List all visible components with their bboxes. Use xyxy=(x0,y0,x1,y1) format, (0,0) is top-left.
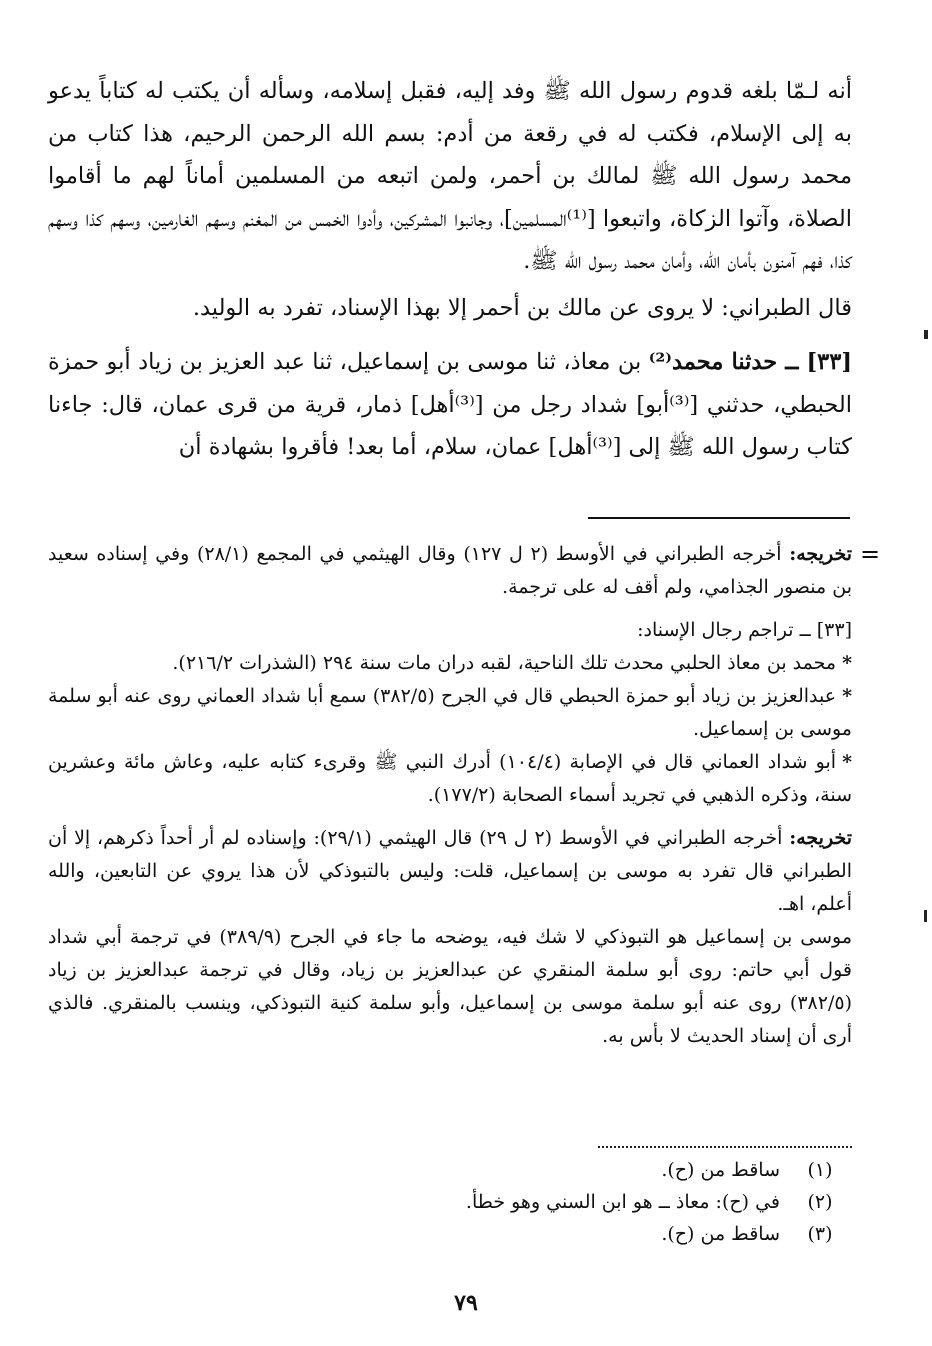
footnote-number: (٣) xyxy=(807,1223,833,1245)
continuation-mark: = xyxy=(860,540,881,568)
narrator-entry xyxy=(48,680,852,746)
narrator-text: محمد بن معاذ الحلبي محدث تلك الناحية، لقبه دران مات سنة ٢٩٤ (الشذرات ٢١٦/٢). xyxy=(172,652,837,674)
footnote-item xyxy=(380,1154,860,1186)
footnote-number: (٢) xyxy=(807,1191,833,1213)
takhrij-label: تخريجه: xyxy=(789,543,852,565)
footnotes-separator xyxy=(598,1146,852,1148)
narrator-entry xyxy=(48,746,852,812)
star-icon: * xyxy=(842,685,853,707)
takhrij-note-1 xyxy=(48,538,852,604)
takhrij-note-2 xyxy=(48,822,852,921)
star-icon: * xyxy=(842,652,852,674)
paragraph-hadith-33 xyxy=(48,341,852,469)
page-number: ٧٩ xyxy=(454,1290,478,1316)
takhrij-label: تخريجه: xyxy=(789,827,852,849)
paragraph-tabarani-remark: قال الطبراني: لا يروى عن مالك بن أحمر إلا بهذا الإسناد، تفرد به الوليد. xyxy=(192,294,852,321)
takhrij-text: أخرجه الطبراني في الأوسط (٢ ل ٢٩) قال الهيثمي (٢٩/١): وإسناده لم أر أحداً ذكرهم، إلا أن الطبراني قال تفرد به موسى بن إسماعيل، قلت: وليس بالتبوذكي لأن هذا يروي عن التابعين، والله أعلم، اهـ. xyxy=(48,827,852,915)
commentary-notes xyxy=(48,538,852,1053)
narrators-heading: [٣٣] ــ تراجم رجال الإسناد: xyxy=(637,619,852,641)
main-text xyxy=(48,70,852,469)
footnote-text: ساقط من (ح). xyxy=(661,1223,780,1245)
footnote-number: (١) xyxy=(807,1159,833,1181)
star-icon: * xyxy=(842,751,852,773)
narrator-text: عبدالعزيز بن زياد أبو حمزة الحبطي قال في الجرح (٣٨٢/٥) سمع أبا شداد العماني روى عنه أبو سلمة موسى بن إسماعيل. xyxy=(48,685,852,740)
footnote-text: ساقط من (ح). xyxy=(661,1159,780,1181)
footnotes-list xyxy=(380,1154,860,1250)
footnote-item xyxy=(380,1186,860,1218)
footnote-divider xyxy=(588,517,850,519)
hadith-chain-text: بن معاذ، ثنا موسى بن إسماعيل، ثنا عبد العزيز بن زياد أبو حمزة الحبطي، حدثني [⁽³⁾أبو] شداد رجل من [⁽³⁾أهل] ذمار، قرية من قرى عمان، قال: جاءنا كتاب رسول الله ﷺ إلى [⁽³⁾أهل] عمان، سلام، أما بعد! فأقروا بشهادة أن xyxy=(48,349,852,460)
narrator-text: أبو شداد العماني قال في الإصابة (١٠٤/٤) أدرك النبي ﷺ وقرىء كتابه عليه، وعاش مائة وعشرين سنة، وذكره الذهبي في تجريد أسماء الصحابة (١٧٧/٢). xyxy=(48,751,852,806)
musa-note: موسى بن إسماعيل هو التبوذكي لا شك فيه، يوضحه ما جاء في الجرح (٣٨٩/٩) في ترجمة أبي شداد قول أبي حاتم: روى أبو سلمة المنقري عن عبدالعزيز بن زياد، وقال في ترجمة عبدالعزيز بن زياد (٣٨٢/٥) روى عنه أبو سلمة موسى بن إسماعيل، وأبو سلمة كنية التبوذكي، وينسب بالمنقري. فالذي أرى أن إسناد الحديث لا بأس به. xyxy=(48,926,852,1047)
takhrij-text: أخرجه الطبراني في الأوسط (٢ ل ١٢٧) وقال الهيثمي في المجمع (٢٨/١) وفي إسناده سعيد بن منصور الجذامي، ولم أقف له على ترجمة. xyxy=(48,543,852,598)
narrator-entry xyxy=(48,647,852,680)
paragraph-letter: أنه لـمّا بلغه قدوم رسول الله ﷺ وفد إليه، فقبل إسلامه، وسأله أن يكتب له كتاباً يدعو به إلى الإسلام، فكتب له في رقعة من أدم: بسم الله الرحمن الرحيم، هذا كتاب من محمد رسول الله ﷺ لمالك بن أحمر، ولمن اتبعه من المسلمين أماناً لهم ما أقاموا الصلاة، وآتوا الزكاة، واتبعوا [⁽¹⁾المسلمين]، وجانبوا المشركين، وأدوا الخمس من المغنم وسهم الغارمين، وسهم كذا وسهم كذا، فهم آمنون بأمان الله، وأمان محمد رسول الله ﷺ. xyxy=(48,78,853,274)
scan-speck xyxy=(924,330,928,339)
scan-speck xyxy=(924,910,927,922)
footnote-item xyxy=(380,1218,860,1250)
footnote-text: في (ح): معاذ ــ هو ابن السني وهو خطأ. xyxy=(465,1191,780,1213)
hadith-number: [٣٣] ــ حدثنا محمد⁽²⁾ xyxy=(648,349,852,375)
